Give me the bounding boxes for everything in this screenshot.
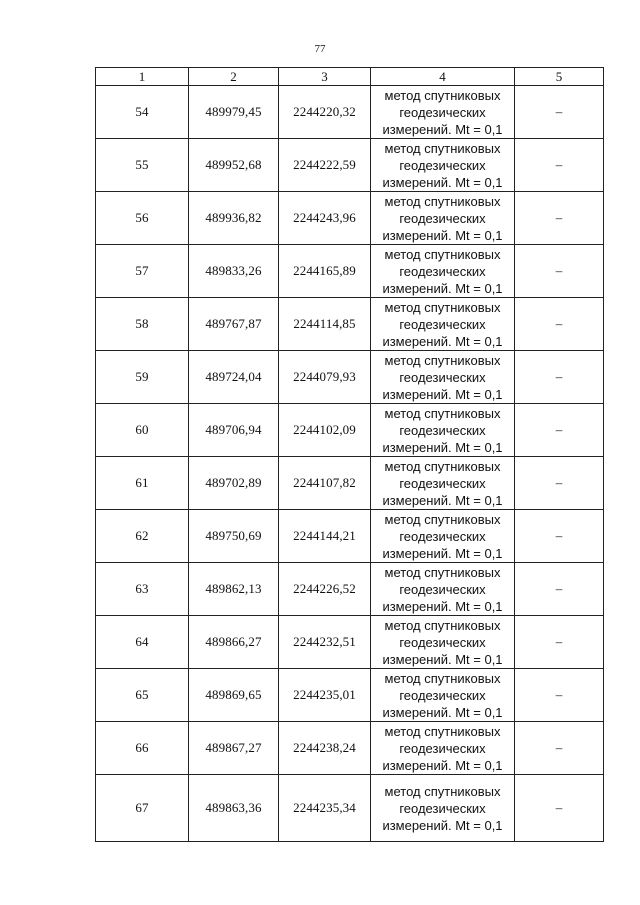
x-coordinate-cell: 489750,69 [189,510,279,563]
method-line: измерений. Mt = 0,1 [382,333,503,349]
table-row [96,563,604,616]
method-line: геодезических [399,157,486,173]
table-body [96,86,604,842]
x-coordinate-cell: 489863,36 [189,775,279,842]
point-number-cell: 56 [96,192,189,245]
method-line: измерений. Mt = 0,1 [382,227,503,243]
method-cell [371,722,515,775]
method-line: геодезических [399,634,486,650]
x-coordinate-cell: 489979,45 [189,86,279,139]
description-cell: – [515,510,604,563]
description-cell: – [515,722,604,775]
table-row [96,298,604,351]
x-coordinate-cell: 489952,68 [189,139,279,192]
x-coordinate-cell: 489867,27 [189,722,279,775]
point-number-cell: 65 [96,669,189,722]
method-cell [371,139,515,192]
method-cell [371,457,515,510]
method-cell [371,616,515,669]
method-line: измерений. Mt = 0,1 [382,386,503,402]
method-line: измерений. Mt = 0,1 [382,651,503,667]
method-cell [371,86,515,139]
description-cell: – [515,404,604,457]
method-line: геодезических [399,316,486,332]
table-row [96,245,604,298]
x-coordinate-cell: 489869,65 [189,669,279,722]
description-cell: – [515,86,604,139]
method-cell [371,351,515,404]
y-coordinate-cell: 2244107,82 [279,457,371,510]
description-cell: – [515,192,604,245]
description-cell: – [515,139,604,192]
point-number-cell: 57 [96,245,189,298]
method-line: измерений. Mt = 0,1 [382,492,503,508]
method-line: метод спутниковых [384,783,501,799]
y-coordinate-cell: 2244235,01 [279,669,371,722]
description-cell: – [515,457,604,510]
point-number-cell: 64 [96,616,189,669]
method-line: геодезических [399,475,486,491]
table-header-row [96,68,604,86]
y-coordinate-cell: 2244238,24 [279,722,371,775]
method-line: геодезических [399,422,486,438]
header-col-4: 4 [371,68,515,86]
method-line: геодезических [399,104,486,120]
method-cell [371,404,515,457]
x-coordinate-cell: 489724,04 [189,351,279,404]
point-number-cell: 59 [96,351,189,404]
y-coordinate-cell: 2244144,21 [279,510,371,563]
method-cell [371,669,515,722]
method-line: геодезических [399,800,486,816]
method-line: геодезических [399,581,486,597]
x-coordinate-cell: 489702,89 [189,457,279,510]
method-line: геодезических [399,740,486,756]
coordinates-table [95,67,604,842]
method-line: геодезических [399,210,486,226]
y-coordinate-cell: 2244165,89 [279,245,371,298]
method-line: измерений. Mt = 0,1 [382,121,503,137]
method-line: метод спутниковых [384,723,501,739]
table-row [96,404,604,457]
method-line: метод спутниковых [384,140,501,156]
method-line: метод спутниковых [384,564,501,580]
y-coordinate-cell: 2244235,34 [279,775,371,842]
y-coordinate-cell: 2244220,32 [279,86,371,139]
table-row [96,722,604,775]
method-line: метод спутниковых [384,670,501,686]
point-number-cell: 61 [96,457,189,510]
y-coordinate-cell: 2244222,59 [279,139,371,192]
method-line: метод спутниковых [384,458,501,474]
x-coordinate-cell: 489936,82 [189,192,279,245]
y-coordinate-cell: 2244114,85 [279,298,371,351]
table-row [96,457,604,510]
point-number-cell: 63 [96,563,189,616]
page-number: 77 [314,43,326,55]
x-coordinate-cell: 489706,94 [189,404,279,457]
method-line: измерений. Mt = 0,1 [382,280,503,296]
y-coordinate-cell: 2244226,52 [279,563,371,616]
table-row [96,86,604,139]
point-number-cell: 58 [96,298,189,351]
table-row [96,616,604,669]
point-number-cell: 60 [96,404,189,457]
method-line: метод спутниковых [384,246,501,262]
method-line: геодезических [399,263,486,279]
method-cell [371,298,515,351]
method-line: измерений. Mt = 0,1 [382,757,503,773]
method-line: метод спутниковых [384,617,501,633]
header-col-5: 5 [515,68,604,86]
point-number-cell: 54 [96,86,189,139]
description-cell: – [515,616,604,669]
method-line: измерений. Mt = 0,1 [382,545,503,561]
y-coordinate-cell: 2244102,09 [279,404,371,457]
header-col-2: 2 [189,68,279,86]
method-line: геодезических [399,369,486,385]
point-number-cell: 55 [96,139,189,192]
header-col-3: 3 [279,68,371,86]
point-number-cell: 67 [96,775,189,842]
point-number-cell: 62 [96,510,189,563]
y-coordinate-cell: 2244243,96 [279,192,371,245]
description-cell: – [515,245,604,298]
method-line: измерений. Mt = 0,1 [382,817,503,833]
table-row [96,669,604,722]
method-line: измерений. Mt = 0,1 [382,174,503,190]
method-line: геодезических [399,687,486,703]
description-cell: – [515,563,604,616]
method-line: измерений. Mt = 0,1 [382,598,503,614]
method-line: метод спутниковых [384,299,501,315]
table-row [96,510,604,563]
point-number-cell: 66 [96,722,189,775]
method-line: метод спутниковых [384,511,501,527]
method-line: метод спутниковых [384,87,501,103]
method-line: измерений. Mt = 0,1 [382,704,503,720]
method-cell [371,192,515,245]
method-cell [371,510,515,563]
description-cell: – [515,669,604,722]
header-col-1: 1 [96,68,189,86]
table-row [96,775,604,842]
table-row [96,351,604,404]
method-line: метод спутниковых [384,193,501,209]
y-coordinate-cell: 2244232,51 [279,616,371,669]
description-cell: – [515,351,604,404]
method-line: метод спутниковых [384,352,501,368]
method-cell [371,563,515,616]
x-coordinate-cell: 489866,27 [189,616,279,669]
description-cell: – [515,775,604,842]
table-row [96,139,604,192]
method-cell [371,245,515,298]
method-line: измерений. Mt = 0,1 [382,439,503,455]
x-coordinate-cell: 489767,87 [189,298,279,351]
x-coordinate-cell: 489833,26 [189,245,279,298]
x-coordinate-cell: 489862,13 [189,563,279,616]
description-cell: – [515,298,604,351]
method-line: геодезических [399,528,486,544]
method-line: метод спутниковых [384,405,501,421]
table-row [96,192,604,245]
y-coordinate-cell: 2244079,93 [279,351,371,404]
method-cell [371,775,515,842]
